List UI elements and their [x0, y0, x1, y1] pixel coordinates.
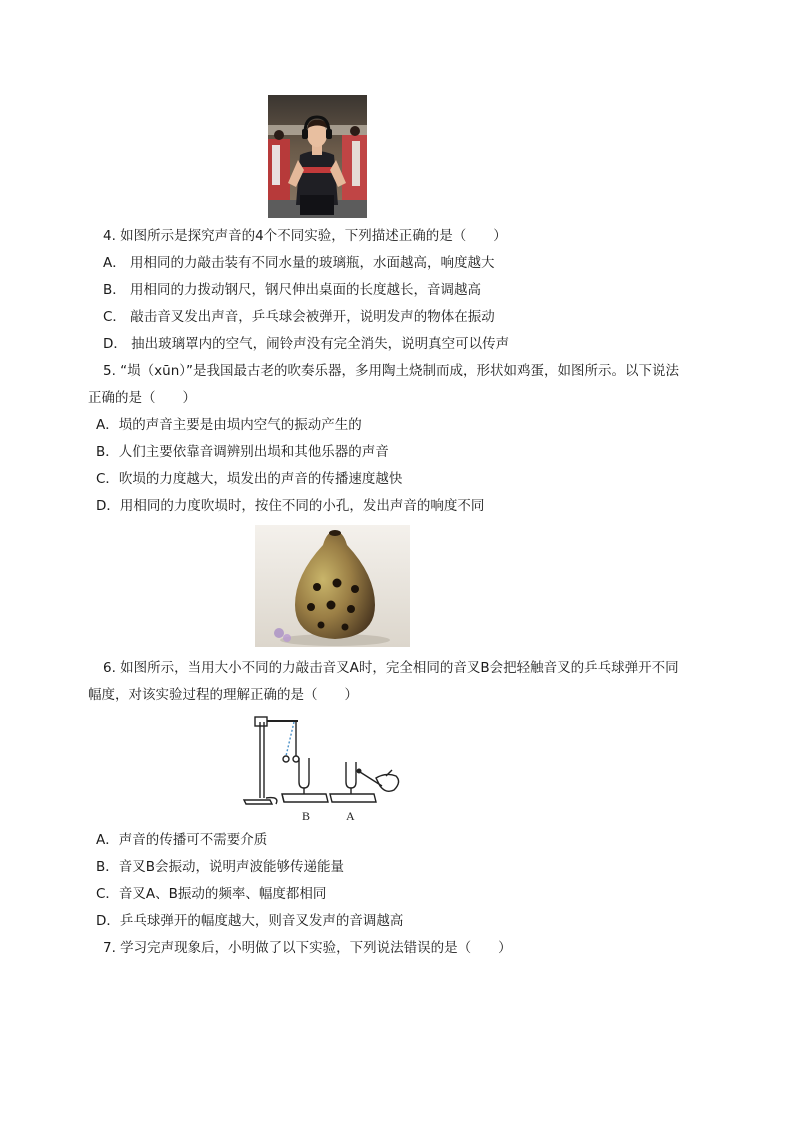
q6-stem-line2: 幅度，对该实验过程的理解正确的是（ ）	[88, 687, 358, 703]
q5-option-a: A．埙的声音主要是由埙内空气的振动产生的	[96, 417, 362, 433]
q6-option-a: A．声音的传播可不需要介质	[96, 832, 268, 848]
q4-option-b: B． 用相同的力拨动钢尺，钢尺伸出桌面的长度越长，音调越高	[103, 282, 482, 298]
q6-option-d: D．乒乓球弹开的幅度越大，则音叉发声的音调越高	[96, 913, 404, 929]
q6-option-c: C．音叉A、B振动的频率、幅度都相同	[96, 886, 327, 902]
q5-stem-line1: 5. “埙（xūn）”是我国最古老的吹奏乐器，多用陶土烧制而成，形状如鸡蛋，如图所示。以下说法	[103, 363, 680, 379]
fork-b-label: B	[302, 809, 311, 823]
q4-stem: 4. 如图所示是探究声音的4个不同实验，下列描述正确的是（ ）	[103, 228, 507, 244]
headphones-photo	[268, 95, 367, 218]
q5-option-b: B．人们主要依靠音调辨别出埙和其他乐器的声音	[96, 444, 389, 460]
q5-stem-line2: 正确的是（ ）	[88, 390, 196, 406]
q6-stem-line1: 6. 如图所示，当用大小不同的力敲击音叉A时，完全相同的音叉B会把轻触音叉的乒乓球弹开不同	[103, 660, 679, 676]
q5-option-d: D．用相同的力度吹埙时，按住不同的小孔，发出声音的响度不同	[96, 498, 485, 514]
q4-option-d: D． 抽出玻璃罩内的空气，闹铃声没有完全消失，说明真空可以传声	[103, 336, 510, 352]
q4-option-a: A． 用相同的力敲击装有不同水量的玻璃瓶，水面越高，响度越大	[103, 255, 495, 271]
xun-photo	[255, 525, 410, 647]
fork-a-label: A	[346, 809, 355, 823]
q6-option-b: B．音叉B会振动，说明声波能够传递能量	[96, 859, 345, 875]
q7-stem: 7. 学习完声现象后，小明做了以下实验，下列说法错误的是（ ）	[103, 940, 512, 956]
q5-option-c: C．吹埙的力度越大，埙发出的声音的传播速度越快	[96, 471, 403, 487]
q4-option-c: C． 敲击音叉发出声音，乒乓球会被弹开，说明发声的物体在振动	[103, 309, 495, 325]
tuning-fork-diagram	[236, 712, 408, 824]
